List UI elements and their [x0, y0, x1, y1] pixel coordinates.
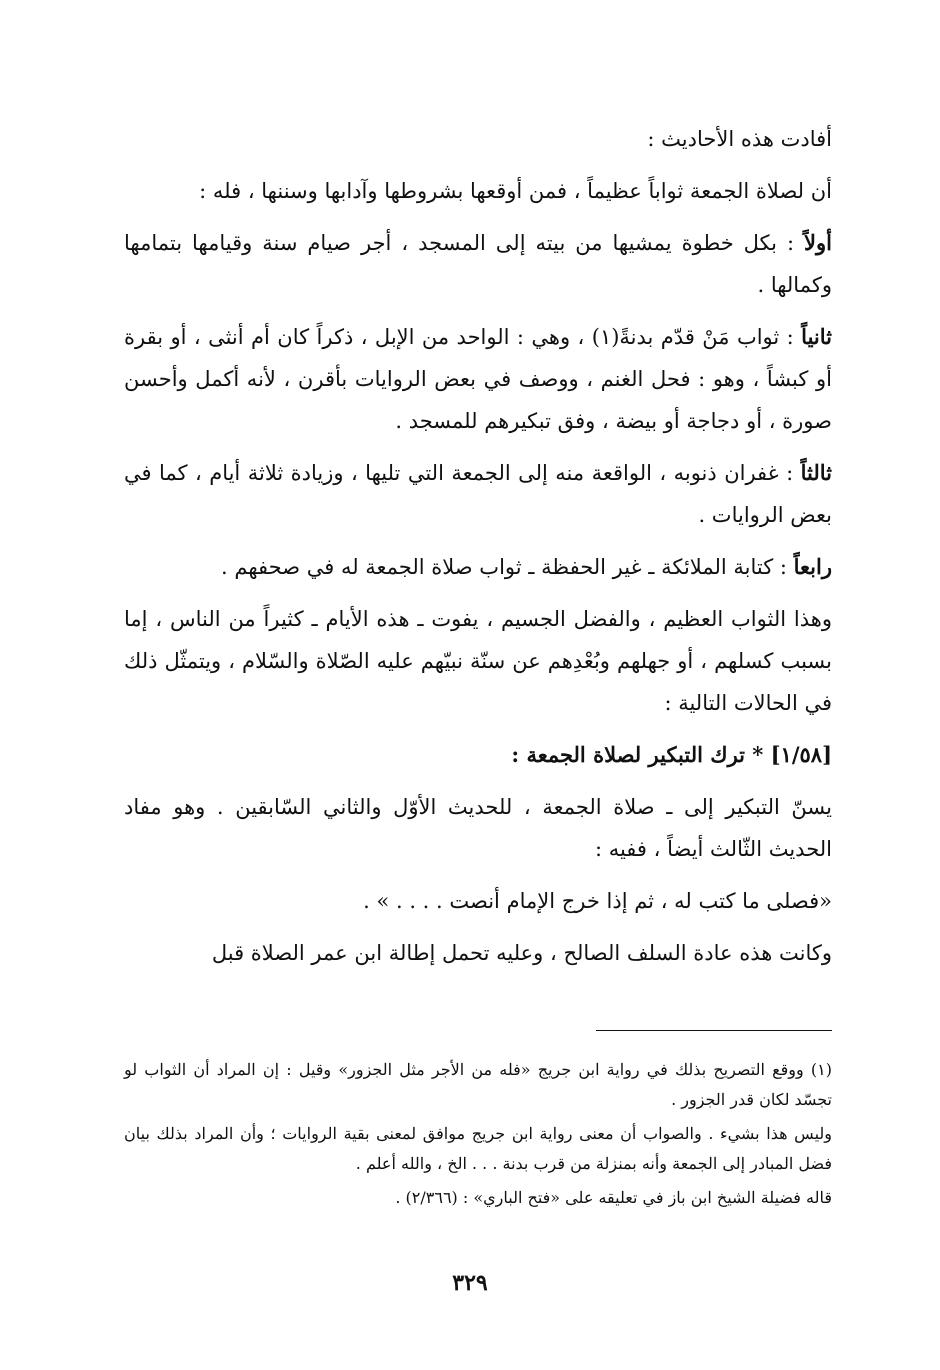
paragraph-third: [124, 452, 832, 536]
ordinal-label: أولاً: [804, 230, 832, 255]
ordinal-label: ثالثاً: [800, 460, 832, 485]
paragraph-text: : كتابة الملائكة ـ غير الحفظة ـ ثواب صلاة الجمعة له في صحفهم .: [221, 555, 794, 579]
paragraph-text: : بكل خطوة يمشيها من بيته إلى المسجد ، أجر صيام سنة وقيامها بتمامها وكمالها .: [124, 231, 832, 297]
paragraph-text: : غفران ذنوبه ، الواقعة منه إلى الجمعة التي تليها ، وزيادة ثلاثة أيام ، كما في بعض الروايات .: [124, 461, 832, 527]
main-text: [124, 118, 832, 984]
paragraph-second: [124, 316, 832, 442]
paragraph-summary: [124, 170, 832, 212]
footnote-source: قاله فضيلة الشيخ ابن باز في تعليقه على «فتح الباري» : (٢/٣٦٦) .: [395, 1188, 832, 1207]
paragraph-first: [124, 222, 832, 306]
footnote-comment: وليس هذا بشيء . والصواب أن معنى رواية ابن جريج موافق لمعنى بقية الروايات ؛ وأن المراد بذلك بيان فضل المبادر إلى الجمعة وأنه بمنزلة من قرب بدنة . . . الخ ، والله أعلم .: [124, 1124, 832, 1173]
page-number: ٣٢٩: [452, 1270, 488, 1296]
footnotes: [124, 1055, 832, 1217]
paragraph-text: أفادت هذه الأحاديث :: [647, 127, 832, 151]
paragraph-sunnah: يسنّ التبكير إلى ـ صلاة الجمعة ، للحديث الأوّل والثاني السّابقين . وهو مفاد الحديث الثّالث أيضاً ، ففيه :: [124, 795, 832, 861]
hadith-quote: «فصلى ما كتب له ، ثم إذا خرج الإمام أنصت . . . . » .: [363, 889, 832, 913]
ordinal-label: ثانياً: [801, 324, 832, 349]
paragraph-text: : ثواب مَنْ قدّم بدنةً(١) ، وهي : الواحد من الإبل ، ذكراً كان أم أنثى ، أو بقرة أو كبشاً ، وهو : فحل الغنم ، ووصف في بعض الروايات بأقرن ، لأنه أكمل وأحسن صورة ، أو دجاجة أو بيضة ، وفق تبكيرهم للمسجد .: [124, 325, 832, 433]
paragraph-conclusion: [124, 598, 832, 724]
paragraph-fourth: [124, 546, 832, 588]
footnote-divider: [596, 1030, 832, 1031]
paragraph-text: وهذا الثواب العظيم ، والفضل الجسيم ، يفوت ـ هذه الأيام ـ كثيراً من الناس ، إما بسبب كسلهم ، أو جهلهم وبُعْدِهم عن سنّة نبيّهم عليه الصّلاة والسّلام ، ويتمثّل ذلك في الحالات التالية :: [124, 607, 832, 715]
section-heading: [١/٥٨] * ترك التبكير لصلاة الجمعة :: [511, 742, 832, 767]
footnote-1: (١) ووقع التصريح بذلك في رواية ابن جريج «فله من الأجر مثل الجزور» وقيل : إن المراد أن الثواب لو تجسّد لكان قدر الجزور .: [124, 1060, 833, 1109]
paragraph-text: أن لصلاة الجمعة ثواباً عظيماً ، فمن أوقعها بشروطها وآدابها وسننها ، فله :: [199, 179, 832, 203]
ordinal-label: رابعاً: [793, 554, 832, 579]
paragraph-salaf: وكانت هذه عادة السلف الصالح ، وعليه تحمل إطالة ابن عمر الصلاة قبل: [211, 941, 832, 965]
paragraph-intro: [124, 118, 832, 160]
